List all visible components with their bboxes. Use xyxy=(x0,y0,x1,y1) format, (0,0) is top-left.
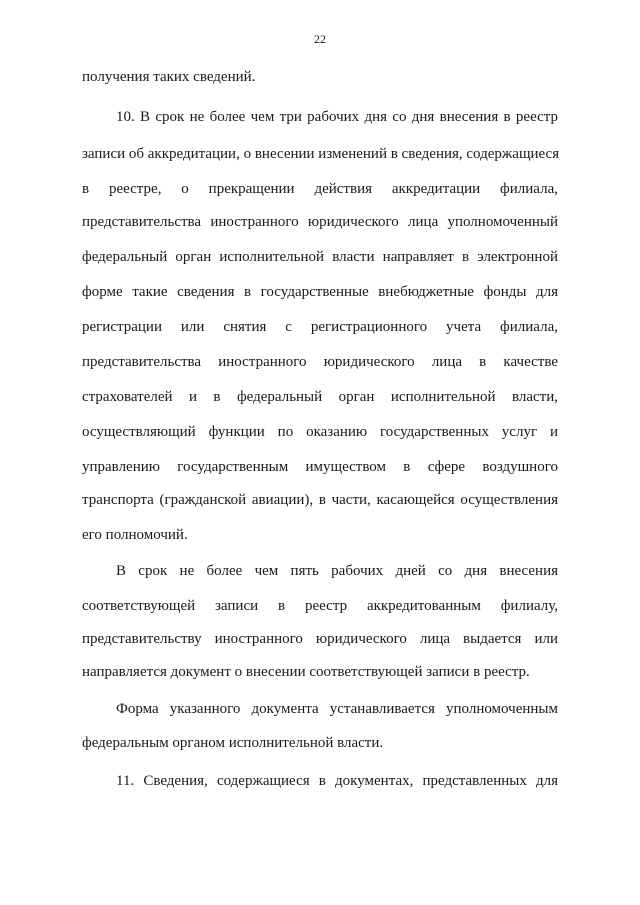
paragraph-10-line: его полномочий. xyxy=(82,527,188,543)
paragraph-10-line: в реестре, о прекращении действия аккредитации филиала, xyxy=(82,181,558,197)
paragraph-10-line: записи об аккредитации, о внесении изменений в сведения, содержащиеся xyxy=(82,146,560,162)
paragraph-10-line: транспорта (гражданской авиации), в части, касающейся осуществления xyxy=(82,492,558,508)
paragraph-10-line: 10. В срок не более чем три рабочих дня со дня внесения в реестр xyxy=(116,109,558,125)
paragraph-11-line: 11. Сведения, содержащиеся в документах, представленных для xyxy=(116,773,558,789)
paragraph-term-line: соответствующей записи в реестр аккредитованным филиалу, xyxy=(82,598,558,614)
paragraph-10-line: осуществляющий функции по оказанию государственных услуг и xyxy=(82,424,558,440)
paragraph-term-line: представительству иностранного юридического лица выдается или xyxy=(82,631,558,647)
paragraph-10-line: регистрации или снятия с регистрационного учета филиала, xyxy=(82,319,558,335)
paragraph-10-line: форме такие сведения в государственные внебюджетные фонды для xyxy=(82,284,558,300)
paragraph-10-line: управлению государственным имуществом в сфере воздушного xyxy=(82,459,558,475)
paragraph-form-line: федеральным органом исполнительной власти. xyxy=(82,735,384,751)
paragraph-10-line: федеральный орган исполнительной власти направляет в электронной xyxy=(82,249,558,265)
paragraph-term-line: направляется документ о внесении соответствующей записи в реестр. xyxy=(82,664,530,680)
paragraph-form-line: Форма указанного документа устанавливается уполномоченным xyxy=(116,701,558,717)
paragraph-10-line: страхователей и в федеральный орган исполнительной власти, xyxy=(82,389,558,405)
paragraph-10-line: представительства иностранного юридического лица уполномоченный xyxy=(82,214,558,230)
text-line-continuation: получения таких сведений. xyxy=(82,69,256,85)
paragraph-10-line: представительства иностранного юридического лица в качестве xyxy=(82,354,558,370)
paragraph-term-line: В срок не более чем пять рабочих дней со дня внесения xyxy=(116,563,558,579)
page-number: 22 xyxy=(314,32,326,46)
